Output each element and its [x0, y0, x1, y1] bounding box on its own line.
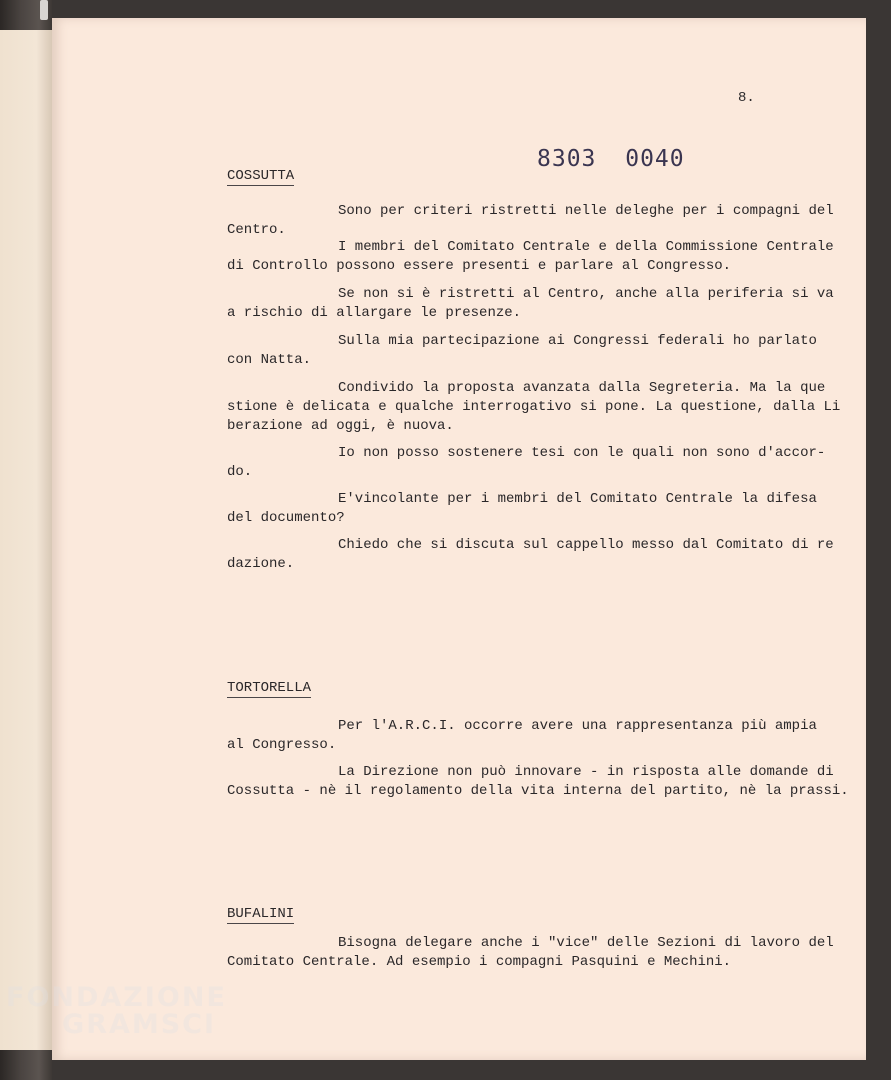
paragraph: I membri del Comitato Centrale e della Commissione Centrale di Controllo possono essere presenti e parlare al Congresso.	[227, 239, 834, 274]
paragraph: Chiedo che si discuta sul cappello messo dal Comitato di re dazione.	[227, 537, 834, 572]
paragraph: Se non si è ristretti al Centro, anche alla periferia si va a rischio di allargare le presenze.	[227, 286, 834, 321]
paragraph: La Direzione non può innovare - in risposta alle domande di Cossutta - nè il regolamento della vita interna del partito, nè la prassi.	[227, 764, 849, 799]
paragraph: Sulla mia partecipazione ai Congressi federali ho parlato con Natta.	[227, 333, 817, 368]
facing-page-edge	[0, 30, 52, 1050]
speaker-heading-cossutta: COSSUTTA	[227, 168, 295, 184]
archive-stamp-number: 8303 0040	[537, 146, 685, 172]
paragraph: Io non posso sostenere tesi con le quali non sono d'accor- do.	[227, 445, 826, 480]
binding-clip	[40, 0, 48, 20]
fondazione-gramsci-watermark: FONDAZIONE GRAMSCI	[6, 982, 227, 1040]
page-number: 8.	[738, 90, 755, 106]
paragraph: Bisogna delegare anche i "vice" delle Sezioni di lavoro del Comitato Centrale. Ad esempio i compagni Pasquini e Mechini.	[227, 935, 834, 970]
document-page	[52, 18, 866, 1060]
paragraph: Sono per criteri ristretti nelle deleghe per i compagni del Centro.	[227, 203, 834, 238]
paragraph: Per l'A.R.C.I. occorre avere una rappresentanza più ampia al Congresso.	[227, 718, 817, 753]
paragraph: E'vincolante per i membri del Comitato Centrale la difesa del documento?	[227, 491, 817, 526]
speaker-heading-bufalini: BUFALINI	[227, 906, 295, 922]
speaker-heading-tortorella: TORTORELLA	[227, 680, 312, 696]
paragraph: Condivido la proposta avanzata dalla Segreteria. Ma la que stione è delicata e qualche interrogativo si pone. La questione, dalla Li berazione ad oggi, è nuova.	[227, 380, 841, 434]
